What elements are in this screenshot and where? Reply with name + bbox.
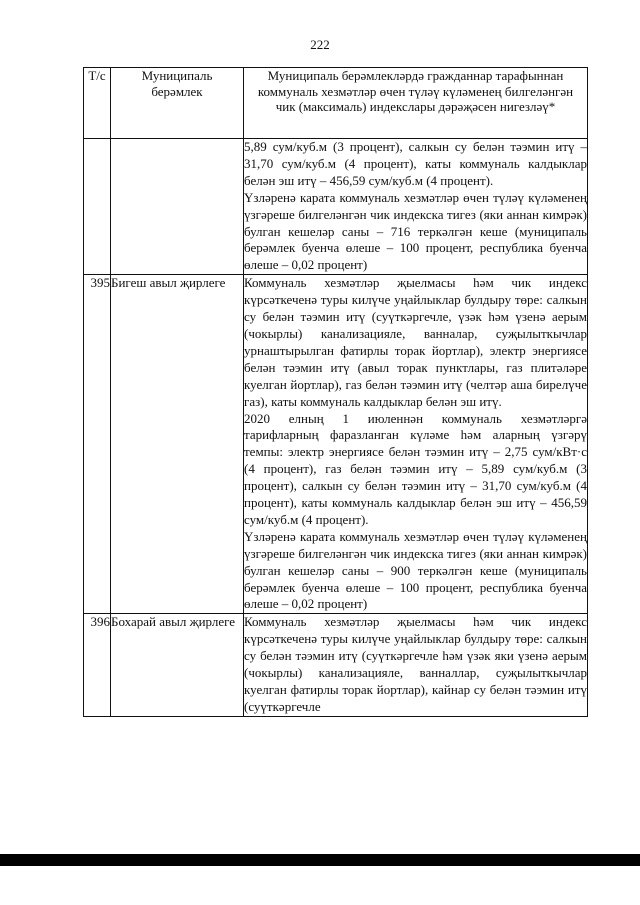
table-row-continuation bbox=[84, 139, 588, 275]
paragraph: Үзләренә карата коммуналь хезмәтләр өчен түләү күләменең үзгәреше билгеләнгән чик индекска тигез (яки аннан кимрәк) булган кешеләр саны – 900 теркәлгән кеше (муниципаль берәмлек буенча өлеше – 100 процент, республика буенча өлеше – 0,02 процент) bbox=[244, 528, 587, 612]
row-description bbox=[244, 139, 588, 275]
paragraph: 5,89 сум/куб.м (3 процент), салкын су белән тәэмин итү – 31,70 сум/куб.м (4 процент), каты коммуналь калдыклар белән эш итү – 456,59 сум/куб.м (4 процент). bbox=[244, 139, 587, 188]
table-row-396 bbox=[84, 614, 588, 716]
row-description bbox=[244, 614, 588, 716]
table-header-row bbox=[84, 68, 588, 139]
table-row-395 bbox=[84, 275, 588, 614]
paragraph: Коммуналь хезмәтләр җыелмасы һәм чик индекс күрсәткеченә туры килүче уңайлыклар булдыру төре: салкын су белән тәэмин итү (суүткәргечле һәм үзәк яки үзенә аерым (чокырлы) канализацияле, ванналлар, суҗылыткычлар куелган фатирлы торак йортлар), кайнар су белән тәэмин итү (суүткәргечле bbox=[244, 614, 587, 714]
row-municipality bbox=[111, 139, 244, 275]
page-number: 222 bbox=[310, 37, 330, 52]
scan-edge-bar bbox=[0, 854, 640, 866]
header-municipality: Муниципаль берәмлек bbox=[111, 68, 244, 139]
paragraph: Коммуналь хезмәтләр җыелмасы һәм чик индекс күрсәткеченә туры килүче уңайлыклар булдыру төре: салкын су белән тәэмин итү (суүткәргечле, үзәк һәм үзенә аерым (чокырлы) канализацияле, ванналар, суҗылыткычлар урнаштырылган фатирлы торак йортлар), электр энергиясе белән тәэмин итү (авыл торак пунктлары, газ плитәләре куелган йортлар), газ белән тәэмин итү (челтәр аша бирелүче газ), каты коммуналь калдыклар белән эш итү. bbox=[244, 275, 587, 409]
paragraph: 2020 елның 1 июленнән коммуналь хезмәтләргә тарифларның фаразланган күләме һәм аларның үзгәрү темпы: электр энергиясе белән тәэмин итү – 2,75 сум/кВт·с (4 процент), газ белән тәэмин итү – 5,89 сум/куб.м (3 процент), салкын су белән тәэмин итү – 31,70 сум/куб.м (4 процент), каты коммуналь калдыклар белән эш итү – 456,59 сум/куб.м (4 процент). bbox=[244, 410, 587, 527]
row-number: 395 bbox=[84, 275, 111, 614]
paragraph: Үзләренә карата коммуналь хезмәтләр өчен түләү күләменең үзгәреше билгеләнгән чик индекска тигез (яки аннан кимрәк) булган кешеләр саны – 716 теркәлгән кеше (муниципаль берәмлек буенча өлеше – 100 процент, республика буенча өлеше – 0,02 процент) bbox=[244, 189, 587, 273]
tariff-index-table bbox=[83, 67, 588, 717]
row-number bbox=[84, 139, 111, 275]
header-number: Т/с bbox=[84, 68, 111, 139]
header-description: Муниципаль берәмлекләрдә гражданнар тарафыннан коммуналь хезмәтләр өчен түләү күләменең билгеләнгән чик (максималь) индекслары дәрәҗәсен нигезләү* bbox=[244, 68, 588, 139]
row-number: 396 bbox=[84, 614, 111, 716]
row-description bbox=[244, 275, 588, 614]
row-municipality: Бигеш авыл җирлеге bbox=[111, 275, 244, 614]
row-municipality: Бохарай авыл җирлеге bbox=[111, 614, 244, 716]
